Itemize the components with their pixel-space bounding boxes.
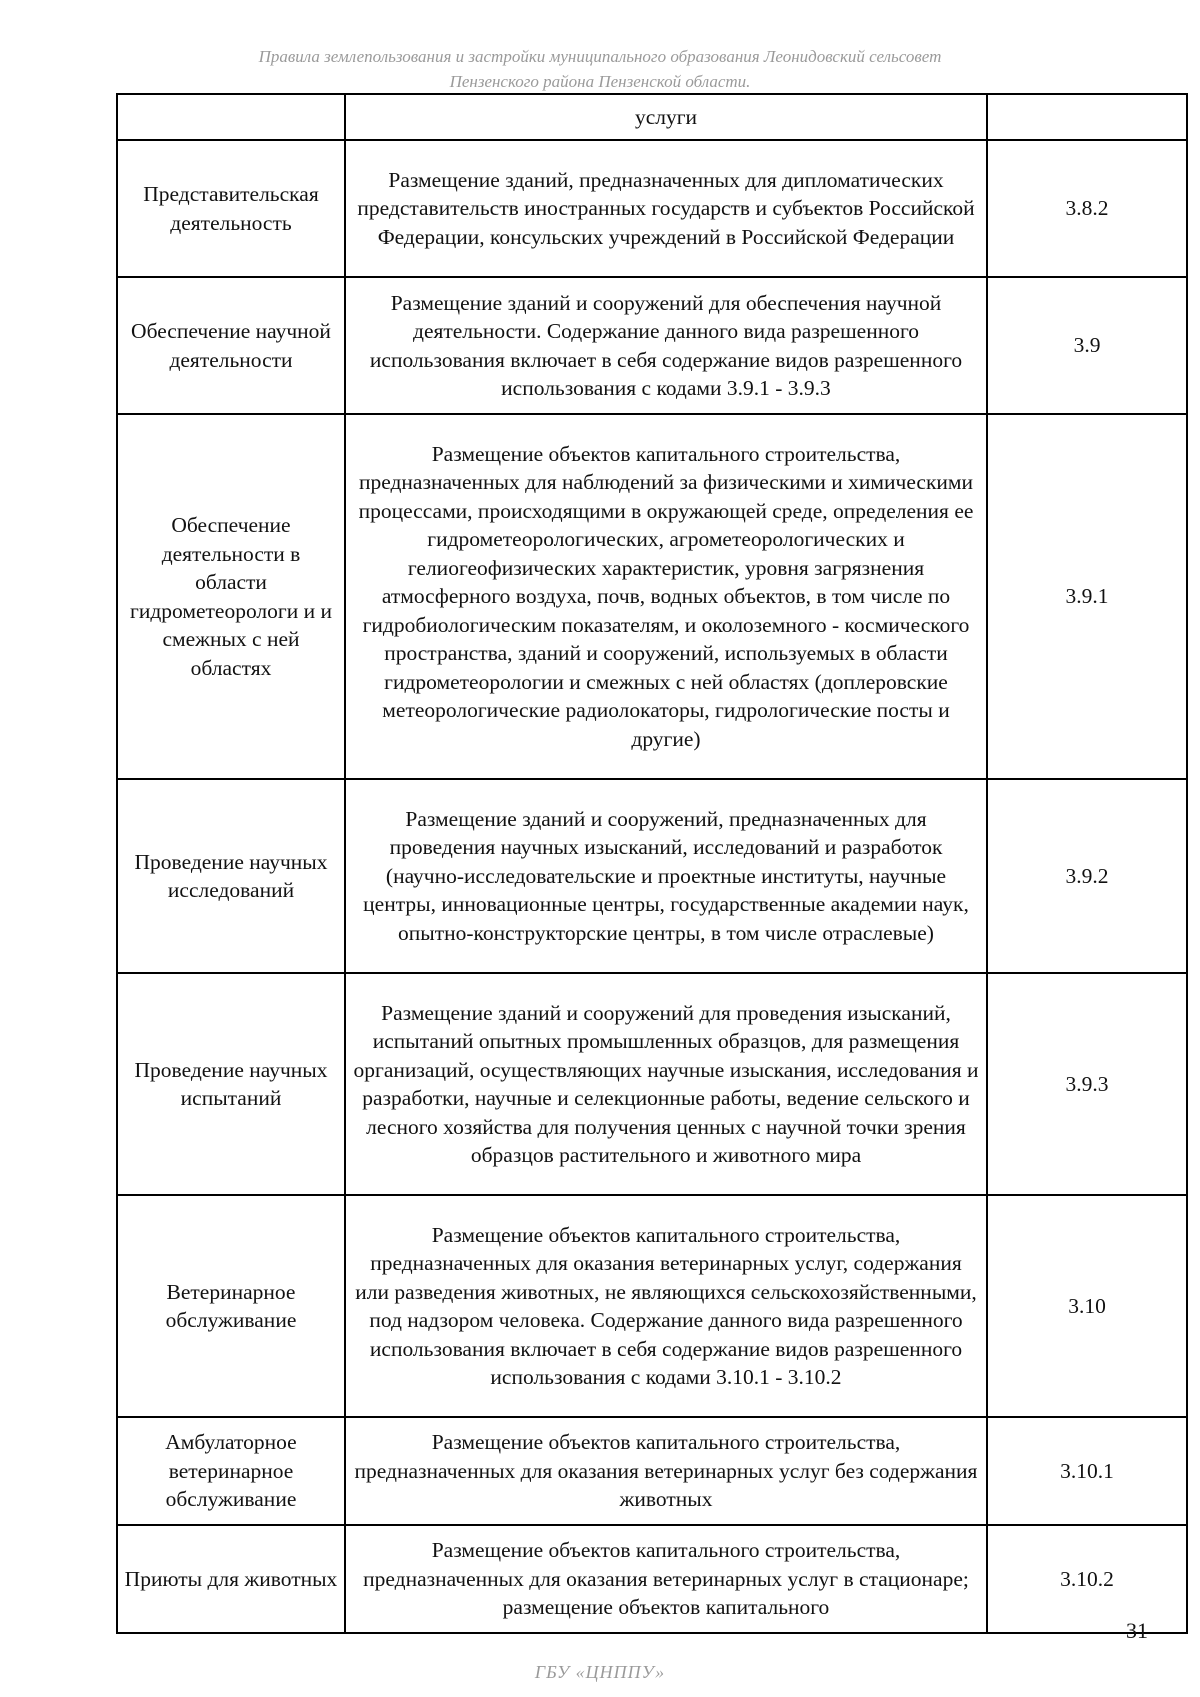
use-code-cell: 3.10.1 (987, 1417, 1187, 1525)
page-number: 31 (1126, 1618, 1148, 1643)
table-row (117, 140, 1187, 277)
use-code-cell (987, 94, 1187, 140)
table-row (117, 1525, 1187, 1633)
use-description-cell: Размещение зданий и сооружений для обеспечения научной деятельности. Содержание данного вида разрешенного использования включает в себя содержание видов разрешенного использования с кодами 3.9.1 - 3.9.3 (345, 277, 987, 414)
use-name-cell: Амбулаторное ветеринарное обслуживание (117, 1417, 345, 1525)
table-row (117, 779, 1187, 973)
use-description-cell: Размещение объектов капитального строительства, предназначенных для оказания ветеринарных услуг, содержания или разведения животных, не являющихся сельскохозяйственными, под надзором человека. Содержание данного вида разрешенного использования включает в себя содержание видов разрешенного использования с кодами 3.10.1 - 3.10.2 (345, 1195, 987, 1417)
use-code-cell: 3.9 (987, 277, 1187, 414)
use-name-cell: Представительская деятельность (117, 140, 345, 277)
table-row (117, 94, 1187, 140)
use-name-cell: Ветеринарное обслуживание (117, 1195, 345, 1417)
table-row (117, 277, 1187, 414)
use-code-cell: 3.8.2 (987, 140, 1187, 277)
use-description-cell: Размещение объектов капитального строительства, предназначенных для наблюдений за физическими и химическими процессами, происходящими в окружающей среде, определения ее гидрометеорологических, агрометеорологических и гелиогеофизических характеристик, уровня загрязнения атмосферного воздуха, почв, водных объектов, в том числе по гидробиологическим показателям, и околоземного - космического пространства, зданий и сооружений, используемых в области гидрометеорологии и смежных с ней областях (доплеровские метеорологические радиолокаторы, гидрологические посты и другие) (345, 414, 987, 779)
table-row (117, 973, 1187, 1195)
use-name-cell: Обеспечение научной деятельности (117, 277, 345, 414)
use-description-cell: Размещение объектов капитального строительства, предназначенных для оказания ветеринарных услуг без содержания животных (345, 1417, 987, 1525)
use-code-cell: 3.10.2 (987, 1525, 1187, 1633)
use-name-cell: Проведение научных испытаний (117, 973, 345, 1195)
use-name-cell: Проведение научных исследований (117, 779, 345, 973)
use-description-cell: Размещение зданий и сооружений для проведения изысканий, испытаний опытных промышленных образцов, для размещения организаций, осуществляющих научные изыскания, исследования и разработки, научные и селекционные работы, ведение сельского и лесного хозяйства для получения ценных с научной точки зрения образцов растительного и животного мира (345, 973, 987, 1195)
page-footer: ГБУ «ЦНППУ» (534, 1662, 666, 1682)
use-code-cell: 3.9.2 (987, 779, 1187, 973)
table-row (117, 414, 1187, 779)
use-name-cell: Обеспечение деятельности в области гидрометеорологи и и смежных с ней областях (117, 414, 345, 779)
use-description-cell: Размещение зданий, предназначенных для дипломатических представительств иностранных государств и субъектов Российской Федерации, консульских учреждений в Российской Федерации (345, 140, 987, 277)
use-name-cell: Приюты для животных (117, 1525, 345, 1633)
use-description-cell: Размещение зданий и сооружений, предназначенных для проведения научных изысканий, исследований и разработок (научно-исследовательские и проектные институты, научные центры, инновационные центры, государственные академии наук, опытно-конструкторские центры, в том числе отраслевые) (345, 779, 987, 973)
table-row (117, 1195, 1187, 1417)
table-row (117, 1417, 1187, 1525)
use-code-cell: 3.9.3 (987, 973, 1187, 1195)
use-code-cell: 3.10 (987, 1195, 1187, 1417)
use-name-cell (117, 94, 345, 140)
land-use-table (116, 93, 1188, 1634)
header-line-2: Пензенского района Пензенской области. (449, 72, 751, 91)
use-description-cell: Размещение объектов капитального строительства, предназначенных для оказания ветеринарных услуг в стационаре; размещение объектов капитального (345, 1525, 987, 1633)
use-code-cell: 3.9.1 (987, 414, 1187, 779)
header-line-1: Правила землепользования и застройки муниципального образования Леонидовский сельсовет (258, 47, 942, 66)
use-description-cell: услуги (345, 94, 987, 140)
page-header (0, 44, 1200, 94)
